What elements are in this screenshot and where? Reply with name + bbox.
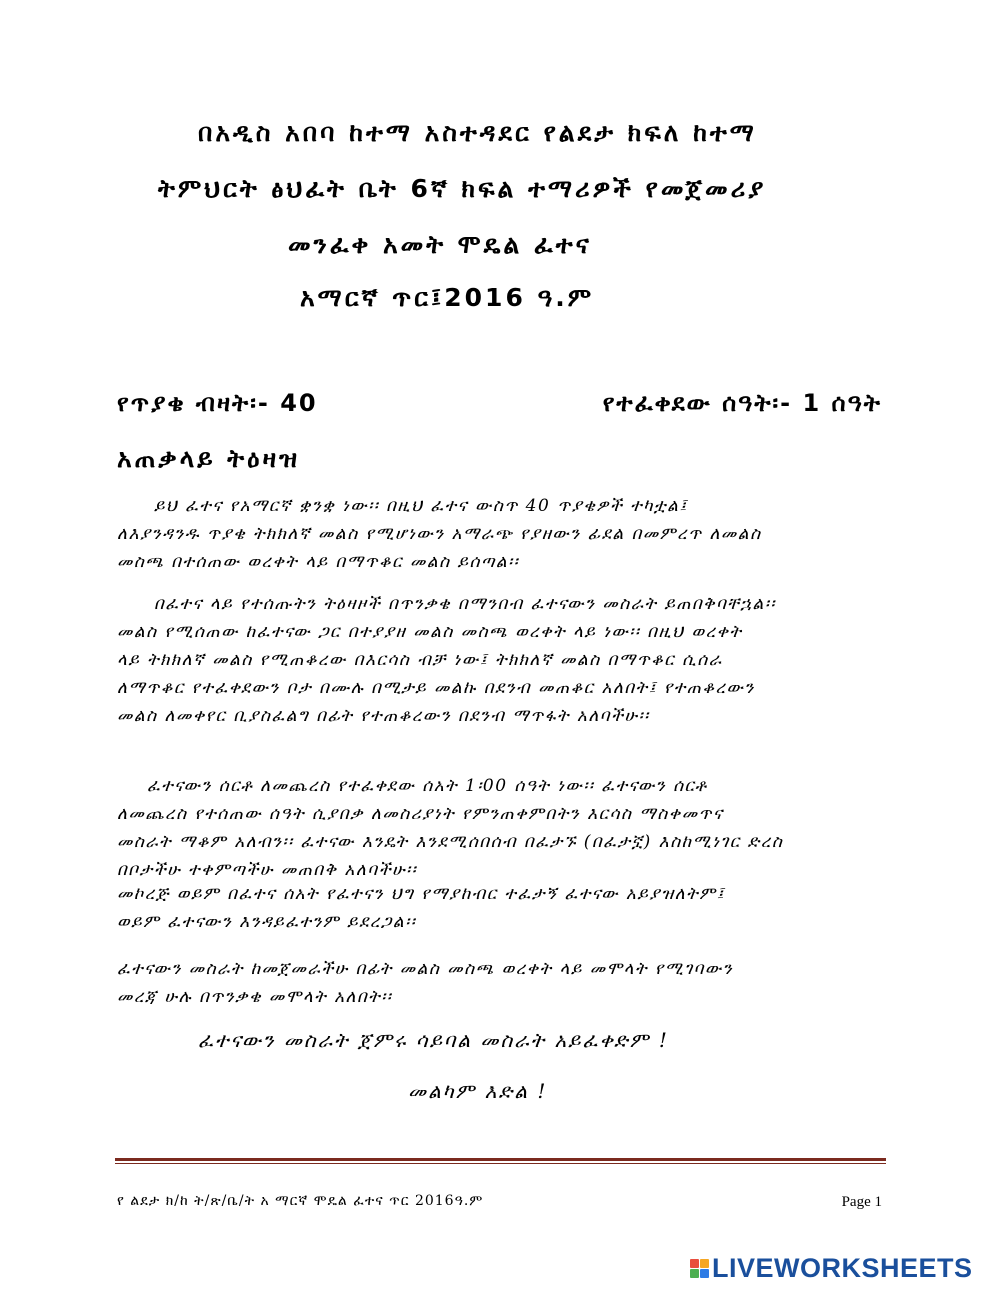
paragraph-line: ፈተናውን መስራት ከመጀመራችሁ በፊት መልስ መስጫ ወረቀት ላይ መሞላት የሚገባውን xyxy=(117,959,734,979)
footer-divider xyxy=(115,1158,886,1161)
instruction-paragraph-3 xyxy=(117,772,887,884)
logo-square xyxy=(700,1269,709,1278)
instruction-paragraph-1 xyxy=(117,492,887,576)
logo-square xyxy=(700,1259,709,1268)
page-number: Page 1 xyxy=(841,1194,882,1210)
footer-divider-thin xyxy=(115,1163,886,1164)
paragraph-line: መኮረጅ ወይም በፈተና ሰአት የፈተናን ህግ የማያከብር ተፈታኝ ፈተናው አይያዝለትም፤ xyxy=(117,884,726,904)
instruction-paragraph-2 xyxy=(117,590,887,730)
paragraph-line: መረጃ ሁሉ በጥንቃቄ መሞላት አለበት፡፡ xyxy=(117,987,393,1007)
paragraph-line: ለማጥቆር የተፈቀደውን ቦታ በሙሉ በሚታይ መልኩ በደንብ መጠቆር አለበት፤ የተጠቆረውን xyxy=(117,678,755,698)
paragraph-line: መስጫ በተሰጠው ወረቀት ላይ በማጥቆር መልስ ይሰጣል፡፡ xyxy=(117,552,520,572)
paragraph-line: ወይም ፈተናውን እንዳይፈተንም ይደረጋል፡፡ xyxy=(117,912,417,932)
brand-wordmark: LIVEWORKSHEETS xyxy=(712,1253,973,1283)
question-count: የጥያቄ ብዛት፡- 40 xyxy=(117,389,318,417)
header-line-3: መንፈቀ አመት ሞዴል ፈተና xyxy=(288,230,592,259)
paragraph-line: መስራት ማቆም አለብን፡፡ ፈተናው እንዴት እንደሚሰበሰብ በፈታኙ (በፈታኟ) እስከሚነገር ድረስ xyxy=(117,832,784,852)
paragraph-line: ለእያንዳንዱ ጥያቄ ትክክለኛ መልስ የሚሆነውን አማራጭ የያዘውን ፊደል በመምረጥ ለመልስ xyxy=(117,524,762,544)
instruction-paragraph-4 xyxy=(117,880,887,936)
paragraph-line: መልስ ለመቀየር ቢያስፈልግ በፊት የተጠቆረውን በደንብ ማጥፋት አለባችሁ፡፡ xyxy=(117,706,650,726)
instruction-paragraph-5 xyxy=(117,955,887,1011)
allowed-time: የተፈቀደው ሰዓት፡- 1 ሰዓት xyxy=(602,389,882,417)
logo-square xyxy=(690,1259,699,1268)
paragraph-line: ለመጨረስ የተሰጠው ሰዓት ሲያበቃ ለመስሪያነት የምንጠቀምበትን እርሳስ ማስቀመጥና xyxy=(117,804,724,824)
paragraph-line: ላይ ትክክለኛ መልስ የሚጠቆረው በእርሳስ ብቻ ነው፤ ትክክለኛ መልስ በማጥቆር ሲሰራ xyxy=(117,650,723,670)
header-line-2: ትምህርት ፅህፈት ቤት 6ኛ ክፍል ተማሪዎች የመጀመሪያ xyxy=(158,174,767,203)
paragraph-line: ፈተናውን ሰርቶ ለመጨረስ የተፈቀደው ሰአት 1፡00 ሰዓት ነው፡፡ ፈተናውን ሰርቶ xyxy=(147,776,708,796)
paragraph-line: ይህ ፈተና የአማርኛ ቋንቋ ነው፡፡ በዚህ ፈተና ውስጥ 40 ጥያቄዎች ተካቷል፤ xyxy=(154,496,688,516)
closing-warning: ፈተናውን መስራት ጀምሩ ሳይባል መስራት አይፈቀድም ! xyxy=(198,1028,669,1052)
paragraph-line: በፈተና ላይ የተሰጡትን ትዕዛዞች በጥንቃቄ በማንበብ ፈተናውን መስራት ይጠበቅባቸኋል፡፡ xyxy=(154,594,776,614)
liveworksheets-brand[interactable] xyxy=(690,1253,973,1284)
footer-title: የ ልደታ ክ/ከ ት/ጽ/ቤ/ት አ ማርኛ ሞዴል ፈተና ጥር 2016ዓ.ም xyxy=(117,1193,484,1209)
logo-square xyxy=(690,1269,699,1278)
header-line-1: በአዲስ አበባ ከተማ አስተዳደር የልደታ ክፍለ ከተማ xyxy=(198,118,757,147)
instructions-title: አጠቃላይ ትዕዛዝ xyxy=(117,444,301,473)
liveworksheets-logo-icon xyxy=(690,1259,709,1278)
paragraph-line: በቦታችሁ ተቀምጣችሁ መጠበቅ አለባችሁ፡፡ xyxy=(117,860,418,880)
paragraph-line: መልስ የሚሰጠው ከፈተናው ጋር በተያያዘ መልስ መስጫ ወረቀት ላይ ነው፡፡ በዚህ ወረቀት xyxy=(117,622,743,642)
closing-good-luck: መልካም እድል ! xyxy=(408,1079,548,1103)
header-line-4: አማርኛ ጥር፤2016 ዓ.ም xyxy=(300,283,595,312)
